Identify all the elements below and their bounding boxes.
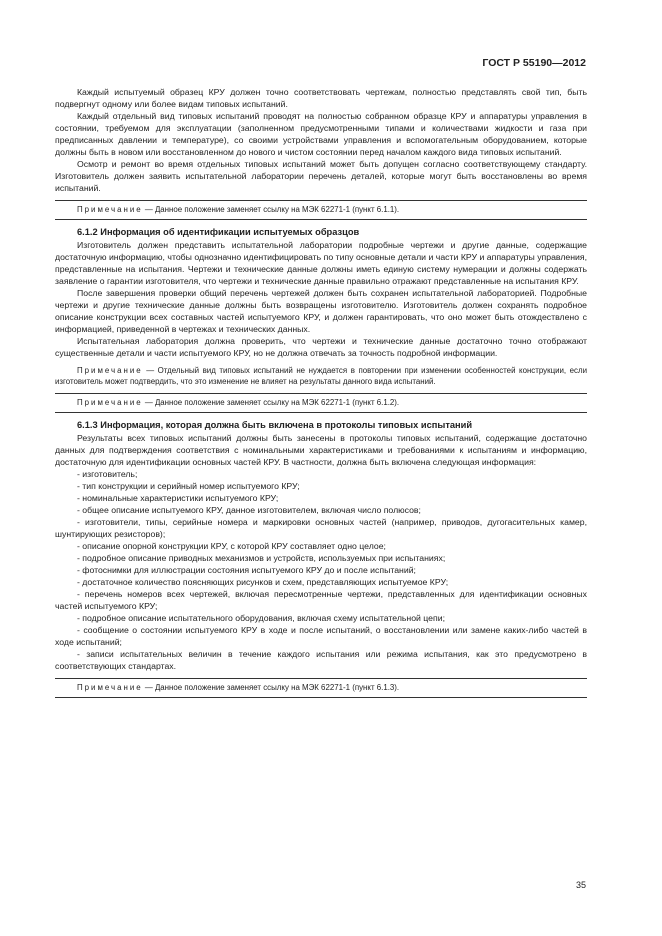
list-item: - общее описание испытуемого КРУ, данное изготовителем, включая число полюсов; xyxy=(77,505,421,515)
document-body xyxy=(55,86,587,704)
section-612-paragraph-1: Изготовитель должен представить испытательной лаборатории подробные чертежи и другие данные, содержащие достаточную информацию, чтобы однозначно идентифицировать по типу основные детали и части КРУ и аппаратуры управления, представленные на испытания. Чертежи и технические данные должны иметь единую систему нумерации и должны содержать заявление о гарантии изготовителя, что чертежи и технические данные правильно отражают представленные на испытания КРУ. xyxy=(55,240,587,286)
list-item: - изготовители, типы, серийные номера и маркировки основных частей (например, приводов, дугогасительных камер, шунтирующих резисторов); xyxy=(55,517,587,539)
section-613-intro: Результаты всех типовых испытаний должны быть занесены в протоколы типовых испытаний, содержащие достаточно данных для подтверждения соответствия с номинальными характеристиками и требованиями к испытаниям и информацию, достаточную для идентификации основных частей КРУ. В частности, должна быть включена следующая информация: xyxy=(55,433,587,467)
list-item: - изготовитель; xyxy=(77,469,138,479)
note-label: Примечание xyxy=(77,398,143,407)
section-612-title: 6.1.2 Информация об идентификации испытуемых образцов xyxy=(77,227,360,237)
list-item: - подробное описание приводных механизмов и устройств, используемых при испытаниях; xyxy=(77,553,446,563)
note-612a xyxy=(55,365,587,387)
intro-paragraph-2: Каждый отдельный вид типовых испытаний проводят на полностью собранном образце КРУ и аппаратуры управления в состоянии, требуемом для эксплуатации (заполненном предусмотренными типами и количествами жидкости и газа при предписанных давлении и температуре), со своими устройствами управления и вспомогательным оборудованием, которые должны быть в новом или восстановленном до нового и чистом состоянии перед началом каждого вида типовых испытаний. xyxy=(55,111,587,157)
list-item: - записи испытательных величин в течение каждого испытания или режима испытания, как это предусмотрено в соответствующих стандартах. xyxy=(55,649,587,671)
note-label: Примечание xyxy=(77,205,143,214)
note-text: — Отдельный вид типовых испытаний не нуждается в повторении при изменении особенностей конструкции, если изготовитель может подтвердить, что это изменение не влияет на результаты данного вида испытаний. xyxy=(55,366,587,386)
list-item: - описание опорной конструкции КРУ, с которой КРУ составляет одно целое; xyxy=(77,541,386,551)
note-text: — Данное положение заменяет ссылку на МЭК 62271-1 (пункт 6.1.3). xyxy=(142,683,400,692)
list-item: - фотоснимки для иллюстрации состояния испытуемого КРУ до и после испытаний; xyxy=(77,565,416,575)
standard-header: ГОСТ Р 55190—2012 xyxy=(482,57,586,69)
intro-paragraph-1: Каждый испытуемый образец КРУ должен точно соответствовать чертежам, полностью представлять свой тип, быть подвергнут одному или более видам типовых испытаний. xyxy=(55,87,587,109)
section-613-title: 6.1.3 Информация, которая должна быть включена в протоколы типовых испытаний xyxy=(77,420,473,430)
note-611 xyxy=(55,200,587,220)
section-612-paragraph-2: После завершения проверки общий перечень чертежей должен быть сохранен испытательной лабораторией. Подробные чертежи и другие технические данные должны быть возвращены изготовителю. Изготовитель должен сохранять подробное описание конструкции всех составных частей испытуемого КРУ, и должен гарантировать, что оно может быть отождествлено с информацией, приведенной в чертежах и технических данных. xyxy=(55,288,587,334)
intro-paragraph-3: Осмотр и ремонт во время отдельных типовых испытаний может быть допущен согласно соответствующему стандарту. Изготовитель должен заявить испытательной лаборатории перечень деталей, которые могут быть восстановлены во время испытаний. xyxy=(55,159,587,193)
page-number: 35 xyxy=(575,880,586,890)
note-label: Примечание xyxy=(77,683,143,692)
section-612-paragraph-3: Испытательная лаборатория должна проверить, что чертежи и технические данные достаточно точно отображают существенные детали и части испытуемого КРУ, но не должна отвечать за точность подробной информации. xyxy=(55,336,587,358)
note-text: — Данное положение заменяет ссылку на МЭК 62271-1 (пункт 6.1.1). xyxy=(142,205,400,214)
list-item: - подробное описание испытательного оборудования, включая схему испытательной цепи; xyxy=(77,613,445,623)
note-613 xyxy=(55,678,587,698)
list-item: - тип конструкции и серийный номер испытуемого КРУ; xyxy=(77,481,300,491)
list-item: - достаточное количество поясняющих рисунков и схем, представляющих испытуемое КРУ; xyxy=(77,577,449,587)
note-label: Примечание xyxy=(77,366,143,375)
list-item: - номинальные характеристики испытуемого КРУ; xyxy=(77,493,279,503)
note-text: — Данное положение заменяет ссылку на МЭК 62271-1 (пункт 6.1.2). xyxy=(142,398,400,407)
list-item: - перечень номеров всех чертежей, включая пересмотренные чертежи, представленных для идентификации основных частей испытуемого КРУ; xyxy=(55,589,587,611)
note-612b xyxy=(55,393,587,413)
list-item: - сообщение о состоянии испытуемого КРУ в ходе и после испытаний, о восстановлении или замене каких-либо частей в ходе испытаний; xyxy=(55,625,587,647)
